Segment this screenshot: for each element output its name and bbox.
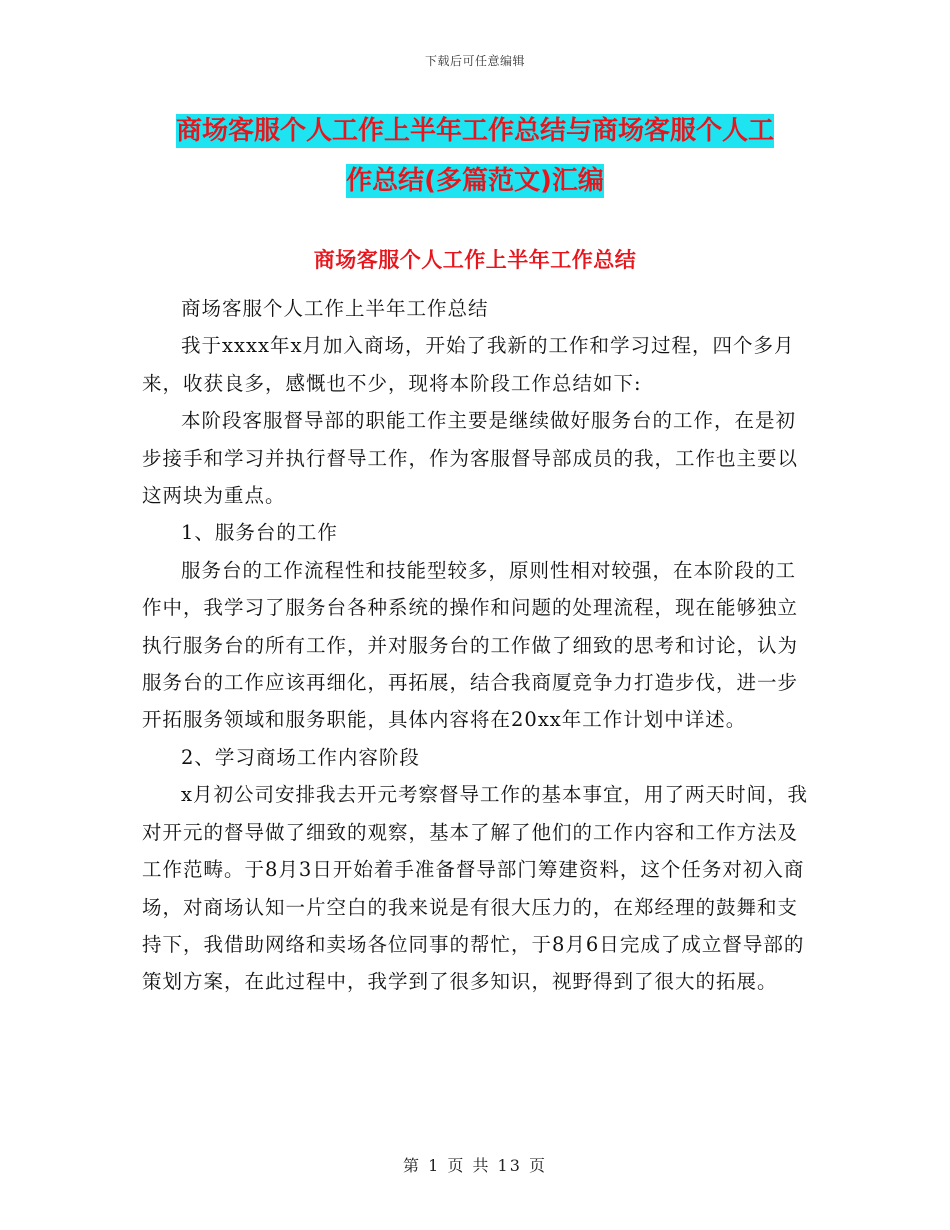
header-note: 下载后可任意编辑	[424, 54, 525, 68]
page-number-footer: 第 1 页 共 13 页	[403, 1156, 547, 1175]
document-title-line1: 商场客服个人工作上半年工作总结与商场客服个人工	[175, 116, 774, 146]
section-title: 商场客服个人工作上半年工作总结	[313, 248, 637, 272]
paragraph-service-desk: 服务台的工作流程性和技能型较多，原则性相对较强，在本阶段的工作中，我学习了服务台各种系统的操作和问题的处理流程，现在能够独立执行服务台的所有工作，并对服务台的工作做了细致的思考和讨论，认为服务台的工作应该再细化，再拓展，结合我商厦竞争力打造步伐，进一步开拓服务领域和服务职能，具体内容将在20xx年工作计划中详述。	[142, 558, 799, 732]
paragraph-intro: 我于xxxx年x月加入商场，开始了我新的工作和学习过程，四个多月来，收获良多，感慨也不少，现将本阶段工作总结如下:	[142, 334, 795, 395]
document-title-line2: 作总结(多篇范文)汇编	[346, 166, 604, 196]
paragraph-heading-2: 2、学习商场工作内容阶段	[181, 745, 420, 769]
paragraph-subheading: 商场客服个人工作上半年工作总结	[181, 297, 489, 320]
paragraph-heading-1: 1、服务台的工作	[181, 521, 338, 545]
document-body	[142, 290, 812, 1001]
document-title	[140, 106, 810, 206]
paragraph-learning: x月初公司安排我去开元考察督导工作的基本事宜，用了两天时间，我对开元的督导做了细致的观察，基本了解了他们的工作内容和工作方法及工作范畴。于8月3日开始着手准备督导部门筹建资料，这个任务对初入商场，对商场认知一片空白的我来说是有很大压力的，在郑经理的鼓舞和支持下，我借助网络和卖场各位同事的帮忙，于8月6日完成了成立督导部的策划方案，在此过程中，我学到了很多知识，视野得到了很大的拓展。	[142, 783, 808, 994]
paragraph-duties: 本阶段客服督导部的职能工作主要是继续做好服务台的工作，在是初步接手和学习并执行督导工作，作为客服督导部成员的我，工作也主要以这两块为重点。	[142, 409, 799, 508]
